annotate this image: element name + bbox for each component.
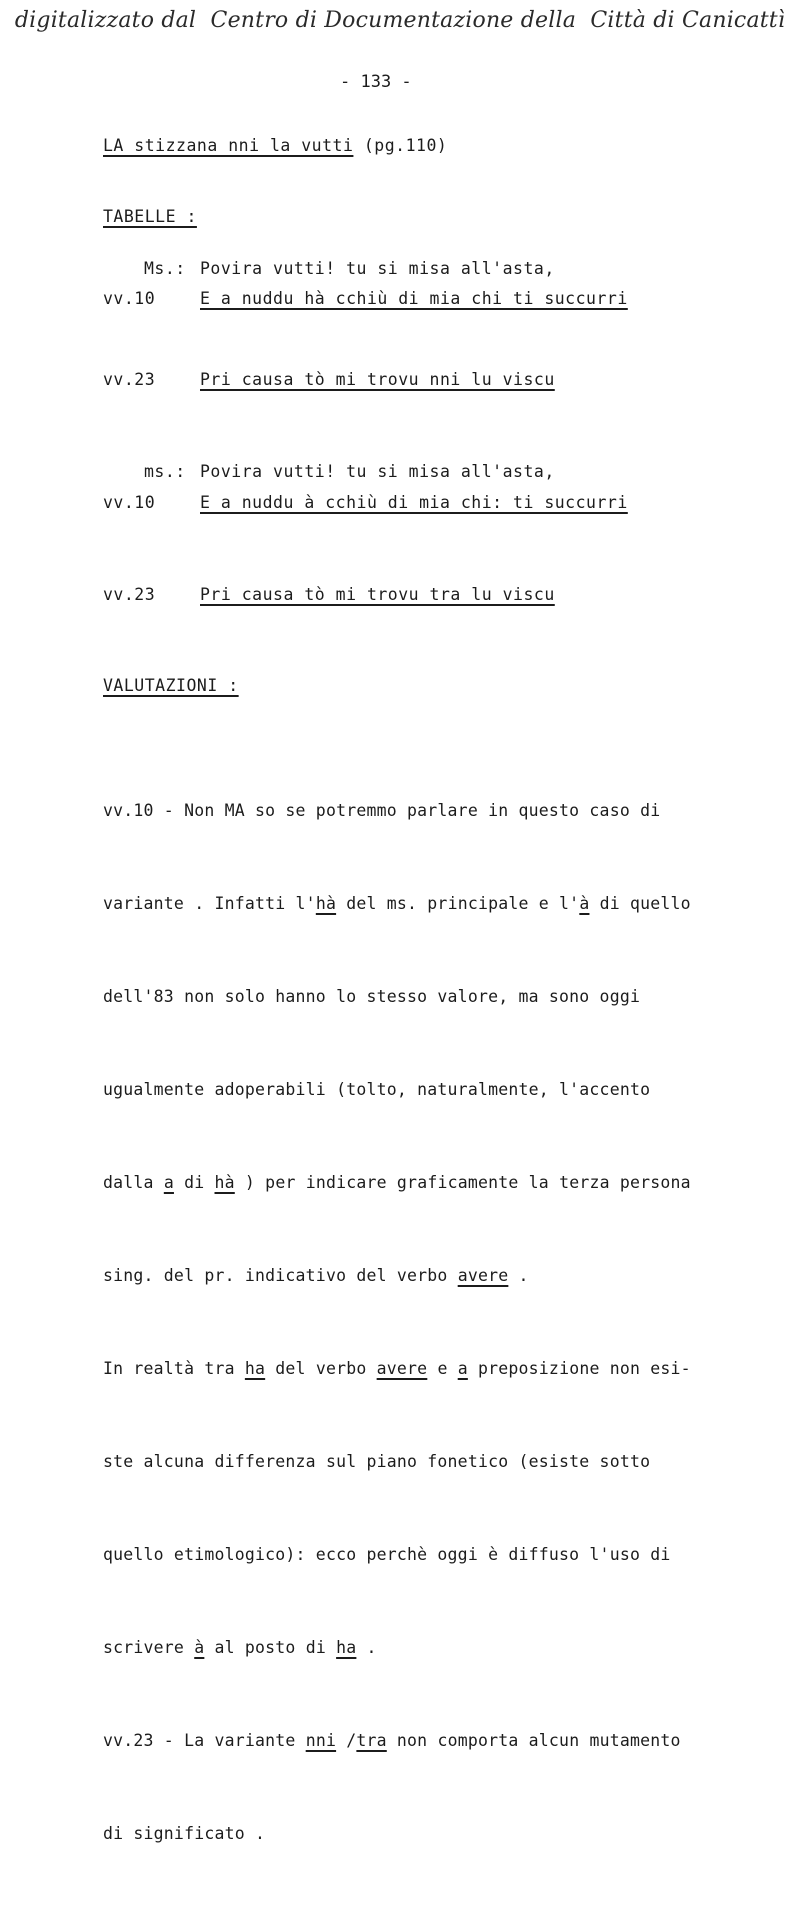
text-run: di quello <box>589 894 691 913</box>
paragraph-line: ugualmente adoperabili (tolto, naturalmente, l'accento <box>103 1080 651 1099</box>
text-run: e <box>427 1359 458 1378</box>
paragraph-line <box>103 1260 743 1291</box>
valutazioni-heading-text: VALUTAZIONI : <box>103 676 239 695</box>
text-run: variante . Infatti l' <box>103 894 316 913</box>
underlined-word: tra <box>356 1731 387 1750</box>
block1-ms-text: Povira vutti! tu si misa all'asta, <box>200 259 555 278</box>
paragraph-line: quello etimologico): ecco perchè oggi è diffuso l'uso di <box>103 1545 671 1564</box>
text-run: preposizione non esi- <box>467 1359 691 1378</box>
text-run: scrivere <box>103 1638 195 1657</box>
block1-v23-label: vv.23 <box>103 370 156 389</box>
text-run: di <box>173 1173 215 1192</box>
block2-v10-label: vv.10 <box>103 493 156 512</box>
underlined-word: a <box>457 1359 468 1378</box>
underlined-word: hà <box>214 1173 235 1192</box>
paragraph-line: di significato . <box>103 1824 266 1843</box>
underlined-word: à <box>194 1638 205 1657</box>
page-number: - 133 - <box>340 72 412 92</box>
text-run: non comporta alcun mutamento <box>386 1731 681 1750</box>
underlined-word: a <box>163 1173 174 1192</box>
section-title <box>103 136 447 155</box>
paragraph-line: vv.10 - Non MA so se potremmo parlare in questo caso di <box>103 801 661 820</box>
block1-v10-label: vv.10 <box>103 289 156 308</box>
underlined-word: hà <box>315 894 337 913</box>
paragraph-line <box>103 1725 743 1756</box>
paragraph-line: dell'83 non solo hanno lo stesso valore, ma sono oggi <box>103 987 641 1006</box>
paragraph-line <box>103 1167 743 1198</box>
digitization-watermark: digitalizzato dal Centro di Documentazione della Città di Canicattì <box>14 8 786 33</box>
text-run: In realtà tra <box>103 1359 245 1378</box>
block1-v23-text: Pri causa tò mi trovu nni lu viscu <box>200 370 555 389</box>
block2-v23-text: Pri causa tò mi trovu tra lu viscu <box>200 585 555 604</box>
block1-v10-text: E a nuddu hà cchiù di mia chi ti succurri <box>200 289 628 308</box>
text-run: sing. del pr. indicativo del verbo <box>103 1266 458 1285</box>
underlined-word: à <box>579 894 590 913</box>
title-text: LA stizzana nni la vutti <box>103 136 354 155</box>
paragraph-line: ste alcuna differenza sul piano fonetico (esiste sotto <box>103 1452 651 1471</box>
underlined-word: nni <box>305 1731 337 1750</box>
block2-v10-text: E a nuddu à cchiù di mia chi: ti succurri <box>200 493 628 512</box>
underlined-word: avere <box>457 1266 509 1285</box>
text-run: vv.23 - La variante <box>103 1731 306 1750</box>
valutazioni-heading <box>103 676 239 695</box>
paragraph-line <box>103 1632 743 1663</box>
paragraph-line <box>103 888 743 919</box>
title-page-ref: (pg.110) <box>353 136 448 155</box>
block2-ms-label: ms.: <box>144 462 186 481</box>
text-run: . <box>508 1266 529 1285</box>
block1-ms-label: Ms.: <box>144 259 186 278</box>
text-run: ) per indicare graficamente la terza persona <box>234 1173 691 1192</box>
text-run: / <box>336 1731 357 1750</box>
text-run: del verbo <box>265 1359 377 1378</box>
evaluation-paragraph <box>103 733 743 1911</box>
text-run: del ms. principale e l' <box>336 894 580 913</box>
paragraph-line <box>103 1353 743 1384</box>
block2-ms-text: Povira vutti! tu si misa all'asta, <box>200 462 555 481</box>
text-run: . <box>356 1638 377 1657</box>
tabelle-heading <box>103 207 197 226</box>
tabelle-heading-text: TABELLE : <box>103 207 197 226</box>
text-run: dalla <box>103 1173 164 1192</box>
underlined-word: avere <box>376 1359 428 1378</box>
underlined-word: ha <box>336 1638 357 1657</box>
text-run: al posto di <box>204 1638 337 1657</box>
underlined-word: ha <box>244 1359 266 1378</box>
block2-v23-label: vv.23 <box>103 585 156 604</box>
